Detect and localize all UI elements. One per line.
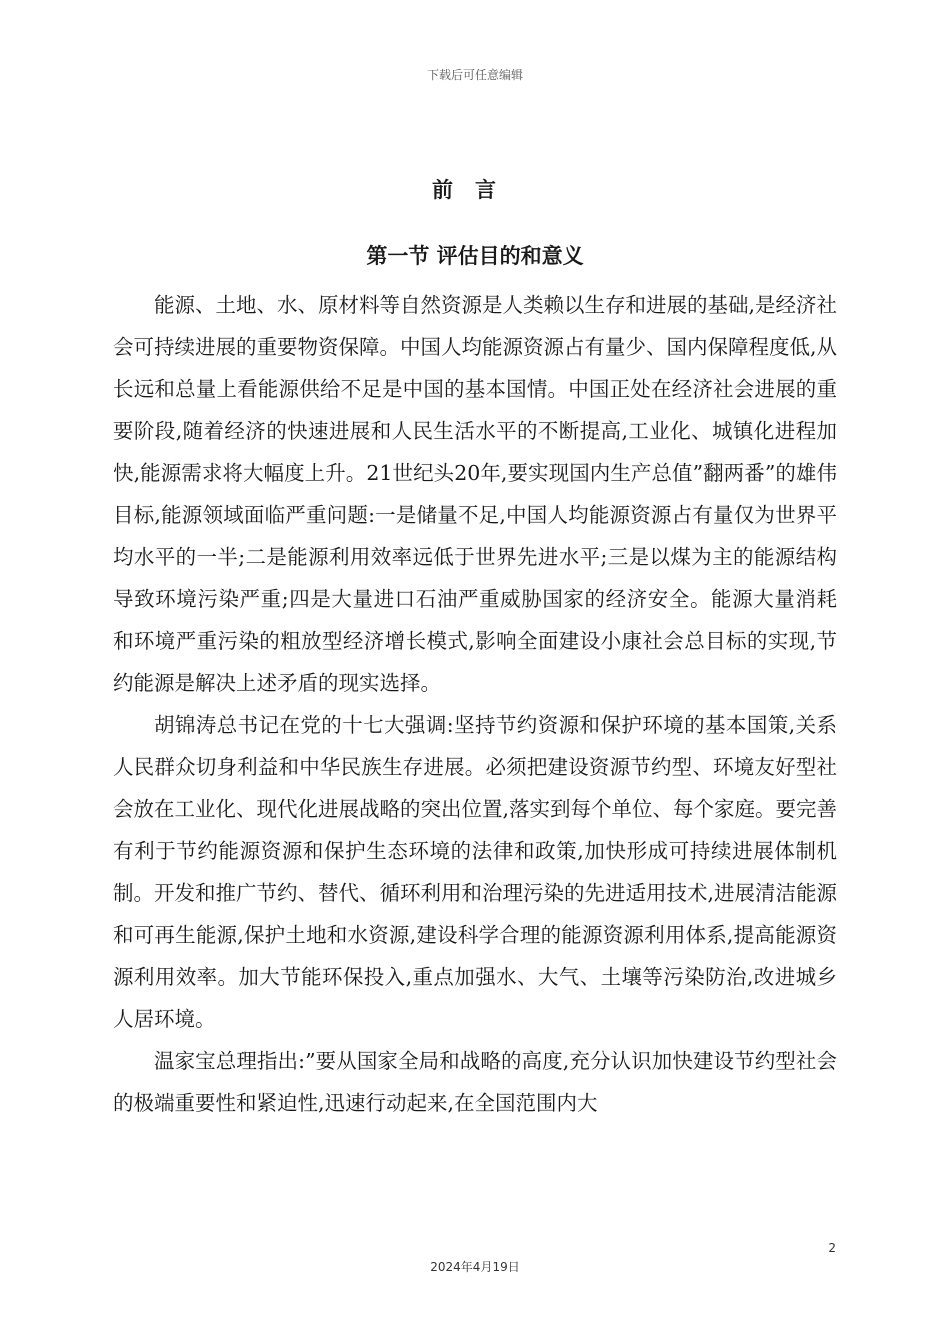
header-note: 下载后可任意编辑	[426, 68, 523, 82]
section-title: 第一节 评估目的和意义	[366, 244, 584, 268]
body-text	[113, 284, 837, 1124]
paragraph: 能源、土地、水、原材料等自然资源是人类赖以生存和进展的基础,是经济社会可持续进展的重要物资保障。中国人均能源资源占有量少、国内保障程度低,从长远和总量上看能源供给不足是中国的基本国情。中国正处在经济社会进展的重要阶段,随着经济的快速进展和人民生活水平的不断提高,工业化、城镇化进程加快,能源需求将大幅度上升。21世纪头20年,要实现国内生产总值”翻两番”的雄伟目标,能源领域面临严重问题:一是储量不足,中国人均能源资源占有量仅为世界平均水平的一半;二是能源利用效率远低于世界先进水平;三是以煤为主的能源结构导致环境污染严重;四是大量进口石油严重威胁国家的经济安全。能源大量消耗和环境严重污染的粗放型经济增长模式,影响全面建设小康社会总目标的实现,节约能源是解决上述矛盾的现实选择。	[113, 293, 838, 695]
page-number: 2	[828, 1241, 836, 1255]
paragraph: 温家宝总理指出:”要从国家全局和战略的高度,充分认识加快建设节约型社会的极端重要性和紧迫性,迅速行动起来,在全国范围内大	[113, 1049, 837, 1115]
paragraph: 胡锦涛总书记在党的十七大强调:坚持节约资源和保护环境的基本国策,关系人民群众切身利益和中华民族生存进展。必须把建设资源节约型、环境友好型社会放在工业化、现代化进展战略的突出位置,落实到每个单位、每个家庭。要完善有利于节约能源资源和保护生态环境的法律和政策,加快形成可持续进展体制机制。开发和推广节约、替代、循环利用和治理污染的先进适用技术,进展清洁能源和可再生能源,保护土地和水资源,建设科学合理的能源资源利用体系,提高能源资源利用效率。加大节能环保投入,重点加强水、大气、土壤等污染防治,改进城乡人居环境。	[113, 713, 838, 1031]
preface-title: 前言	[432, 178, 518, 202]
footer-date: 2024年4月19日	[430, 1260, 520, 1274]
